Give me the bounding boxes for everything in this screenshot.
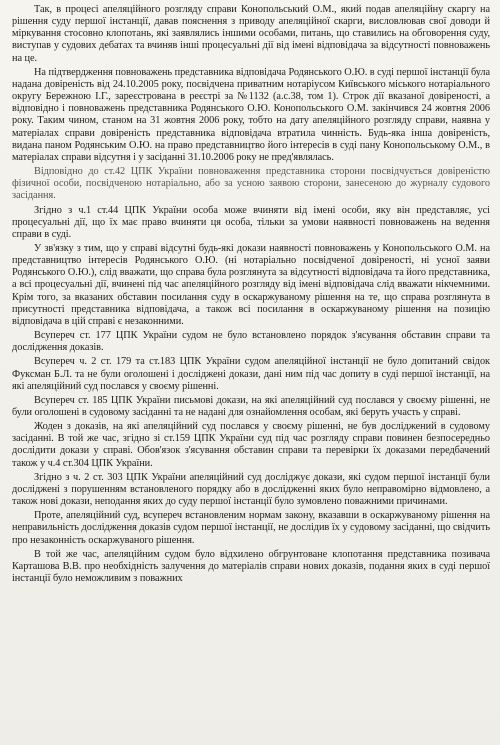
paragraph-1: Так, в процесі апеляційного розгляду справи Конопольський О.М., який подав апеляційну скаргу на рішення суду першої інстанції, давав пояснення з приводу апеляційної скарги, висловлював свої доводи й міркування стосовно клопотань, які заявлялись іншими особами, питань, що ставились на обговорення суду, виступав у судових дебатах та вчиняв інші процесуальні дії від імені відповідача за відсутності повноважень на це. — [12, 4, 490, 64]
paragraph-2: На підтвердження повноважень представника відповідача Родянського О.Ю. в суді першої інстанції була надана довіреність від 24.10.2005 року, посвідчена приватним нотаріусом Київського міського нотаріального округу Бережною І.Г., зареєстрована в реєстрі за №1132 (а.с.38, том 1). Строк дії вказаної довіреності, а відповідно і повноважень представника Родянського О.Ю. Конопольського О.М. закінчився 24 жовтня 2006 року. Таким чином, станом на 31 жовтня 2006 року, тобто на дату апеляційного розгляду справи, наявна у матеріалах справи довіреність представника відповідача втратила чинність. Будь-яка інша довіреність, видана паном Родянським О.Ю. на право представництво його інтересів в суді пану Конопольському О.М., в матеріалах справи відсутня і у засіданні 31.10.2006 року не пред'являлась. — [12, 66, 490, 163]
paragraph-11: Проте, апеляційний суд, всупереч встановленим нормам закону, вказавши в оскаржуваному рішення на неправильність дослідження доказів судом першої інстанції, не дослідив їх у судовому засіданні, що свідчить про незаконність оскаржуваного рішення. — [12, 510, 490, 546]
paragraph-12: В той же час, апеляційним судом було відхилено обгрунтоване клопотання представника позивача Карташова В.В. про необхідність залучення до матеріалів справи нових доказів, подання яких в суді першої інстанції було неможливим з поважних — [12, 548, 490, 585]
paragraph-10: Згідно з ч. 2 ст. 303 ЦПК України апеляційний суд досліджує докази, які судом першої інстанції були досліджені з порушенням встановленого порядку або в дослідженні яких було неправомірно відмовлено, а також нові докази, неподання яких до суду першої інстанції було зумовлено поважними причинами. — [12, 471, 490, 508]
paragraph-3: Відповідно до ст.42 ЦПК України повноваження представника сторони посвідчується довіреністю фізичної особи, посвідченою нотаріально, або за усною заявою сторони, занесеною до журналу судового засідання. — [12, 166, 490, 202]
paragraph-9: Жоден з доказів, на які апеляційний суд послався у своєму рішенні, не був досліджений в судовому засіданні. В той же час, згідно зі ст.159 ЦПК України суд під час розгляду справи повинен безпосередньо дослідити докази у справі. Обов'язок з'ясування обставин справи та перевірки їх доказами передбачений також у ч.4 ст.304 ЦПК України. — [12, 421, 490, 469]
paragraph-7: Всупереч ч. 2 ст. 179 та ст.183 ЦПК України судом апеляційної інстанції не було допитаний свідок Фуксман Б.Л. та не були оголошені і досліджені докази, дані ним під час допиту в суді першої інстанції, на які апеляційний суд послався у своєму рішенні. — [12, 356, 490, 392]
paragraph-4: Згідно з ч.1 ст.44 ЦПК України особа може вчиняти від імені особи, яку він представляє, усі процесуальні дії, що їх має право вчиняти ця особа, тільки за умови наявності повноважень на ведення справи в суді. — [12, 204, 490, 240]
paragraph-5: У зв'язку з тим, що у справі відсутні будь-які докази наявності повноважень у Конопольського О.М. на представництво інтересів Родянського О.Ю. (ні нотаріально посвідченої довіреності, ні усної заяви Родянського О.Ю.), слід вважати, що справа була розглянута за відсутності відповідача та його представника, а всі процесуальні дії, вчинені під час апеляційного розгляду від імені відповідача слід вважати нікчемними. Крім того, за вказаних обставин посилання суду в оскаржуваному рішення на те, що справа розглянута в присутності представника відповідача, а також всі посилання в оскаржуваному рішення на позицію відповідача в цій справі є незаконними. — [12, 242, 490, 327]
paragraph-6: Всупереч ст. 177 ЦПК України судом не було встановлено порядок з'ясування обставин справи та дослідження доказів. — [12, 330, 490, 354]
paragraph-8: Всупереч ст. 185 ЦПК України письмові докази, на які апеляційний суд послався у своєму рішенні, не були оголошені в судовому засіданні та не надані для ознайомлення особам, які беруть участь у справі. — [12, 394, 490, 418]
